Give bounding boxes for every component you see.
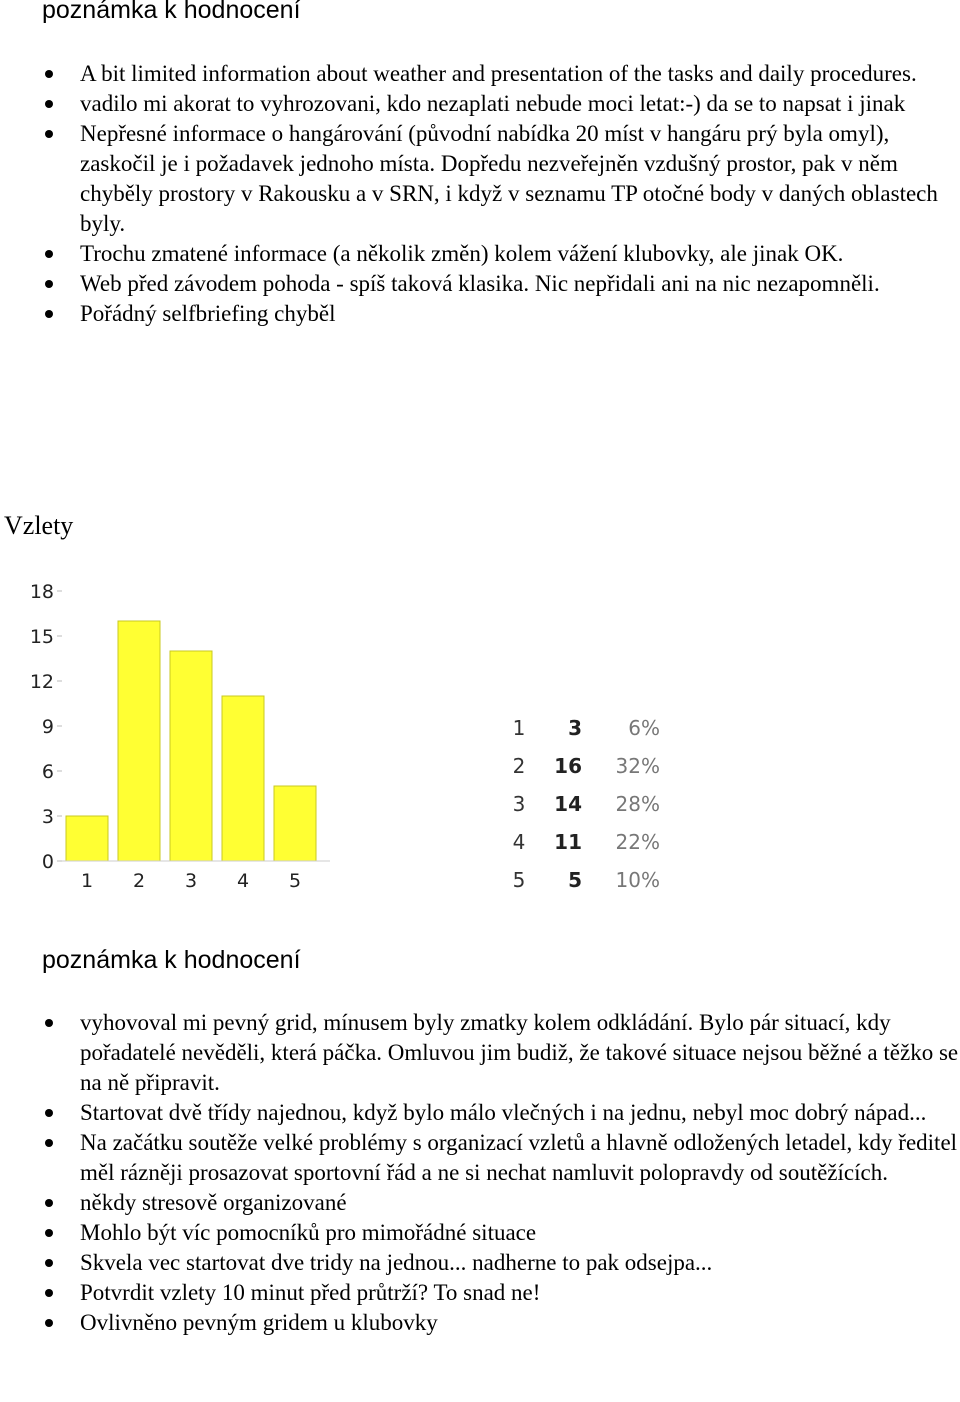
bullet-icon [45, 1109, 53, 1117]
bar-4 [222, 696, 264, 861]
list-item [80, 1188, 960, 1218]
vzlety-chart [0, 575, 960, 905]
y-axis-ticks [30, 581, 62, 873]
list-item [80, 299, 960, 329]
list-item [80, 59, 960, 89]
list-item [80, 1308, 960, 1338]
stats-count: 5 [568, 868, 582, 892]
bullet-icon [45, 130, 53, 138]
bar-1 [66, 816, 108, 861]
list-item-text: vadilo mi akorat to vyhrozovani, kdo nezaplati nebude moci letat:-) da se to napsat i jinak [80, 91, 906, 116]
list-item-text: Skvela vec startovat dve tridy na jednou... nadherne to pak odsejpa... [80, 1250, 713, 1275]
stats-count: 3 [568, 716, 582, 740]
stats-category: 1 [512, 716, 526, 740]
section-title-vzlety: Vzlety [4, 511, 74, 540]
bullet-icon [45, 100, 53, 108]
x-tick-label: 3 [184, 870, 198, 892]
stats-count: 14 [554, 792, 582, 816]
bars [66, 621, 316, 861]
list-item [80, 1248, 960, 1278]
bullet-icon [45, 70, 53, 78]
list-item-text: vyhovoval mi pevný grid, mínusem byly zmatky kolem odkládání. Bylo pár situací, kdy pořadatelé nevěděli, která páčka. Omluvou jim budiž, že takové situace nejsou běžné a těžko se na ně připravit. [80, 1010, 959, 1095]
bullet-icon [45, 1199, 53, 1207]
bar-3 [170, 651, 212, 861]
list-item [80, 269, 960, 299]
bullet-icon [45, 310, 53, 318]
stats-count: 16 [554, 754, 582, 778]
stats-percentage: 22% [615, 830, 660, 854]
list-item-text: A bit limited information about weather and presentation of the tasks and daily procedures. [80, 61, 917, 86]
section1-list [80, 59, 960, 329]
stats-percentage: 6% [628, 716, 660, 740]
bar-5 [274, 786, 316, 861]
list-item [80, 1098, 960, 1128]
y-tick-label: 15 [29, 626, 54, 648]
stats-category: 2 [512, 754, 526, 778]
bar-2 [118, 621, 160, 861]
x-axis-ticks [81, 870, 301, 892]
bullet-icon [45, 1139, 53, 1147]
x-tick-label: 4 [236, 870, 250, 892]
stats-category: 3 [512, 792, 526, 816]
list-item-text: Potvrdit vzlety 10 minut před průtrží? To snad ne! [80, 1280, 541, 1305]
bullet-icon [45, 1319, 53, 1327]
list-item-text: Nepřesné informace o hangárování (původní nabídka 20 míst v hangáru prý byla omyl), zaskočil je i požadavek jednoho místa. Dopředu nezveřejněn vzdušný prostor, pak v něm chyběly prostory v Rakousku a v SRN, i když v seznamu TP otočné body v daných oblastech byly. [80, 121, 938, 236]
section1-heading: poznámka k hodnocení [42, 0, 301, 24]
section2-heading: poznámka k hodnocení [42, 946, 301, 974]
bullet-icon [45, 1019, 53, 1027]
y-tick-label: 9 [41, 716, 54, 738]
stats-percentage: 32% [615, 754, 660, 778]
list-item [80, 1218, 960, 1248]
list-item [80, 239, 960, 269]
list-item [80, 119, 960, 239]
x-tick-label: 1 [80, 870, 94, 892]
section2-list [80, 1008, 960, 1338]
list-item-text: Ovlivněno pevným gridem u klubovky [80, 1310, 438, 1335]
list-item-text: někdy stresově organizované [80, 1190, 347, 1215]
list-item [80, 1128, 960, 1188]
list-item [80, 1278, 960, 1308]
list-item-text: Web před závodem pohoda - spíš taková klasika. Nic nepřidali ani na nic nezapomněli. [80, 271, 880, 296]
y-tick-label: 6 [41, 761, 54, 783]
stats-percentage: 28% [615, 792, 660, 816]
bullet-icon [45, 250, 53, 258]
stats-category: 5 [512, 868, 526, 892]
bullet-icon [45, 280, 53, 288]
stats-category: 4 [512, 830, 526, 854]
list-item-text: Pořádný selfbriefing chyběl [80, 301, 336, 326]
x-tick-label: 2 [132, 870, 146, 892]
list-item-text: Mohlo být víc pomocníků pro mimořádné situace [80, 1220, 537, 1245]
stats-count: 11 [554, 830, 582, 854]
bullet-icon [45, 1229, 53, 1237]
y-tick-label: 0 [41, 851, 54, 873]
x-tick-label: 5 [288, 870, 302, 892]
stats-percentage: 10% [615, 868, 660, 892]
y-tick-label: 12 [29, 671, 54, 693]
bullet-icon [45, 1289, 53, 1297]
list-item-text: Startovat dvě třídy najednou, když bylo málo vlečných i na jednu, nebyl moc dobrý nápad... [80, 1100, 927, 1125]
y-tick-label: 3 [41, 806, 54, 828]
bullet-icon [45, 1259, 53, 1267]
y-tick-label: 18 [29, 581, 54, 603]
list-item [80, 89, 960, 119]
list-item [80, 1008, 960, 1098]
list-item-text: Trochu zmatené informace (a několik změn) kolem vážení klubovky, ale jinak OK. [80, 241, 844, 266]
list-item-text: Na začátku soutěže velké problémy s organizací vzletů a hlavně odložených letadel, kdy ředitel měl rázněji prosazovat sportovní řád a ne si nechat namluvit polopravdy od soutěžících. [80, 1130, 958, 1185]
stats-table [513, 716, 660, 892]
